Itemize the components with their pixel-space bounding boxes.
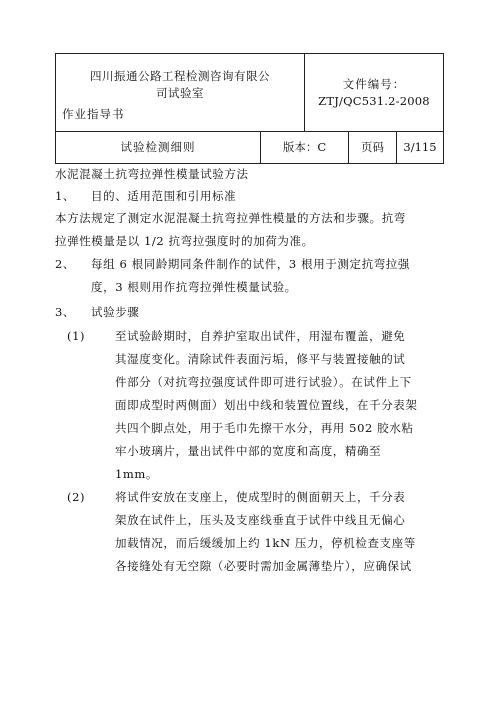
section-2-text-line-2: 度，3 根则用作抗弯拉弹性模量试验。 <box>91 280 297 294</box>
document-number-cell <box>305 54 444 132</box>
version-cell: 版本：C <box>261 132 349 164</box>
company-name-line1: 四川振通公路工程检测咨询有限公 <box>90 69 270 83</box>
document-number-value: ZTJ/QC531.2-2008 <box>318 93 430 108</box>
step-2-text-line-3: 加载情况，而后缓缓加上约 1kN 压力，停机检查支座等 <box>115 536 416 550</box>
step-1-number: (1) <box>67 329 86 343</box>
step-2-number: (2) <box>67 490 86 504</box>
rules-cell: 试验检测细则 <box>56 132 261 164</box>
section-3-number: 3、 <box>55 305 76 319</box>
step-2-text-line-4: 各接缝处有无空隙（必要时需加金属薄垫片），应确保试 <box>115 559 412 573</box>
section-2-line-1 <box>55 253 447 276</box>
step-1-text-line-6: 牢小玻璃片，量出试件中部的宽度和高度，精确至 <box>115 444 382 458</box>
step-2-text-line-2: 架放在试件上，压头及支座线垂直于试件中线且无偏心 <box>115 513 406 527</box>
document-body <box>55 163 447 578</box>
section-1-number: 1、 <box>55 189 76 203</box>
document-number-label: 文件编号： <box>342 76 406 91</box>
section-1-heading <box>55 185 447 207</box>
step-1-text-line-3: 件部分（对抗弯拉强度试件即可进行试验）。在试件上下 <box>115 375 412 389</box>
document-type: 作业指导书 <box>62 107 125 121</box>
section-3-heading <box>55 301 447 323</box>
company-name-line2: 司试验室 <box>156 86 204 100</box>
step-1-text-line-2: 其湿度变化。清除试件表面污垢，修平与装置接触的试 <box>115 352 406 366</box>
step-2-text-line-1: 将试件安放在支座上，使成型时的侧面朝天上，千分表 <box>115 490 406 504</box>
document-header-table <box>55 53 444 164</box>
page-label-cell: 页码 <box>349 132 397 164</box>
document-title: 水泥混凝土抗弯拉弹性模量试验方法 <box>55 167 249 181</box>
step-1-line-1 <box>55 325 447 348</box>
section-1-title: 目的、适用范围和引用标准 <box>91 189 237 203</box>
section-2-text-line-1: 每组 6 根同龄期同条件制作的试件，3 根用于测定抗弯拉强 <box>91 257 410 271</box>
step-2-line-1 <box>55 486 447 509</box>
step-1-text-line-7: 1mm。 <box>115 467 159 481</box>
section-3-title: 试验步骤 <box>91 305 140 319</box>
step-1-text-line-5: 共四个脚点处，用于毛巾先擦干水分，再用 502 胶水粘 <box>115 421 414 435</box>
step-1-text-line-4: 面即成型时两侧面）划出中线和装置位置线，在千分表架 <box>115 398 418 412</box>
section-2-number: 2、 <box>55 257 76 271</box>
company-cell <box>56 54 305 132</box>
paragraph-1-line-2: 拉弹性模量是以 1/2 抗弯拉强度时的加荷为准。 <box>55 234 314 248</box>
page-number-cell: 3/115 <box>397 132 444 164</box>
step-1-text-line-1: 至试验龄期时，自养护室取出试件，用湿布覆盖，避免 <box>115 329 406 343</box>
paragraph-1-line-1: 本方法规定了测定水泥混凝土抗弯拉弹性模量的方法和步骤。抗弯 <box>55 211 406 225</box>
